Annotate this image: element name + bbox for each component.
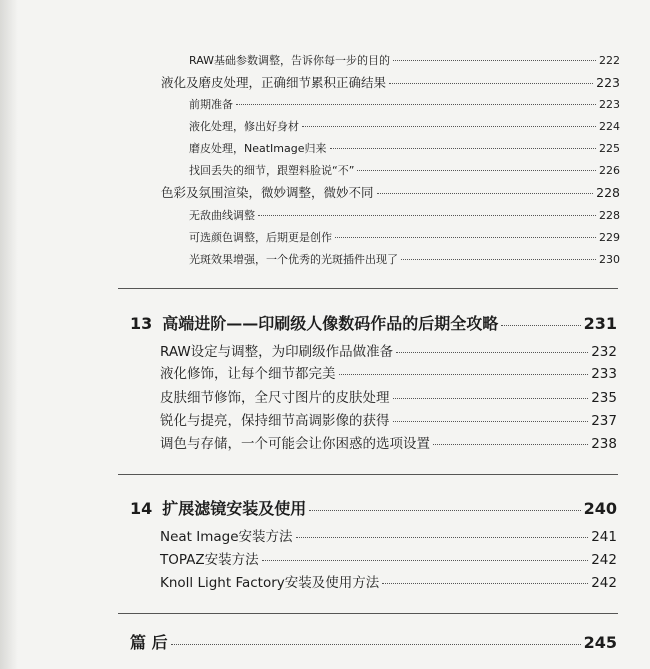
toc-section-entry[interactable] xyxy=(160,409,617,429)
dot-leader xyxy=(357,170,596,171)
dot-leader xyxy=(377,193,594,194)
chapter-heading[interactable] xyxy=(130,311,617,334)
dot-leader xyxy=(309,510,580,511)
entry-title: 找回丢失的细节，跟塑料脸说“不” xyxy=(189,164,355,177)
chapter-page: 231 xyxy=(583,314,617,333)
entry-title: 色彩及氛围渲染，微妙调整，微妙不同 xyxy=(161,185,374,200)
chapter-title: 高端进阶——印刷级人像数码作品的后期全攻略 xyxy=(162,314,499,333)
entry-page: 222 xyxy=(599,54,620,67)
dot-leader xyxy=(236,104,596,105)
afterword-title: 篇 后 xyxy=(130,633,168,652)
toc-entry[interactable] xyxy=(189,162,620,178)
toc-section-entry[interactable] xyxy=(160,525,617,545)
entry-title: TOPAZ安装方法 xyxy=(160,552,259,568)
dot-leader xyxy=(433,444,588,445)
chapter-title: 扩展滤镜安装及使用 xyxy=(162,499,307,518)
toc-section-entry[interactable] xyxy=(160,362,617,382)
section-divider xyxy=(118,613,618,614)
entry-page: 223 xyxy=(596,75,620,90)
dot-leader xyxy=(302,126,596,127)
entry-page: 242 xyxy=(591,575,617,591)
entry-title: 无敌曲线调整 xyxy=(189,209,255,222)
toc-section-entry[interactable] xyxy=(160,386,617,406)
toc-section-entry[interactable] xyxy=(160,340,617,360)
entry-title: 液化处理，修出好身材 xyxy=(189,120,299,133)
toc-entry[interactable] xyxy=(189,229,620,245)
dot-leader xyxy=(401,259,596,260)
entry-title: 锐化与提亮，保持细节高调影像的获得 xyxy=(160,413,390,429)
toc-entry[interactable] xyxy=(189,96,620,112)
entry-page: 228 xyxy=(596,185,620,200)
chapter-number: 14 xyxy=(130,499,153,518)
dot-leader xyxy=(339,374,589,375)
entry-title: 磨皮处理，NeatImage归来 xyxy=(189,142,327,155)
entry-title: RAW基础参数调整，告诉你每一步的目的 xyxy=(189,54,390,67)
dot-leader xyxy=(382,583,588,584)
entry-page: 235 xyxy=(591,390,617,406)
entry-page: 228 xyxy=(599,209,620,222)
dot-leader xyxy=(262,560,589,561)
section-divider xyxy=(118,288,618,289)
dot-leader xyxy=(393,421,589,422)
entry-page: 238 xyxy=(591,436,617,452)
page-edge-shadow xyxy=(0,0,18,669)
entry-title: 可选颜色调整，后期更是创作 xyxy=(189,231,332,244)
entry-page: 223 xyxy=(599,98,620,111)
entry-title: 皮肤细节修饰，全尺寸图片的皮肤处理 xyxy=(160,390,390,406)
entry-page: 224 xyxy=(599,120,620,133)
entry-page: 226 xyxy=(599,164,620,177)
toc-section-entry[interactable] xyxy=(160,548,617,568)
dot-leader xyxy=(393,60,596,61)
dot-leader xyxy=(335,237,596,238)
entry-page: 237 xyxy=(591,413,617,429)
toc-entry[interactable] xyxy=(189,52,620,68)
dot-leader xyxy=(258,215,596,216)
entry-page: 229 xyxy=(599,231,620,244)
section-divider xyxy=(118,474,618,475)
dot-leader xyxy=(330,148,597,149)
entry-title: 调色与存储，一个可能会让你困惑的选项设置 xyxy=(160,436,430,452)
toc-entry[interactable] xyxy=(189,118,620,134)
afterword-heading[interactable] xyxy=(130,630,617,653)
afterword-page: 245 xyxy=(583,633,617,652)
toc-entry[interactable] xyxy=(189,251,620,267)
chapter-number: 13 xyxy=(130,314,153,333)
toc-section-entry[interactable] xyxy=(161,183,620,201)
entry-title: RAW设定与调整，为印刷级作品做准备 xyxy=(160,344,394,360)
chapter-heading[interactable] xyxy=(130,496,617,519)
entry-title: Neat Image安装方法 xyxy=(160,529,293,545)
toc-section-entry[interactable] xyxy=(161,73,620,91)
entry-title: 前期准备 xyxy=(189,98,233,111)
dot-leader xyxy=(389,83,593,84)
dot-leader xyxy=(296,537,589,538)
entry-title: 光斑效果增强，一个优秀的光斑插件出现了 xyxy=(189,253,398,266)
entry-page: 241 xyxy=(591,529,617,545)
entry-title: Knoll Light Factory安装及使用方法 xyxy=(160,575,380,591)
dot-leader xyxy=(171,644,581,645)
toc-entry[interactable] xyxy=(189,207,620,223)
dot-leader xyxy=(396,352,588,353)
dot-leader xyxy=(501,325,580,326)
entry-title: 液化修饰，让每个细节都完美 xyxy=(160,366,336,382)
chapter-page: 240 xyxy=(583,499,617,518)
entry-page: 233 xyxy=(591,366,617,382)
entry-page: 242 xyxy=(591,552,617,568)
entry-page: 230 xyxy=(599,253,620,266)
toc-section-entry[interactable] xyxy=(160,432,617,452)
entry-page: 225 xyxy=(599,142,620,155)
entry-title: 液化及磨皮处理，正确细节累积正确结果 xyxy=(161,75,387,90)
entry-page: 232 xyxy=(591,344,617,360)
toc-entry[interactable] xyxy=(189,140,620,156)
toc-section-entry[interactable] xyxy=(160,571,617,591)
dot-leader xyxy=(393,398,589,399)
